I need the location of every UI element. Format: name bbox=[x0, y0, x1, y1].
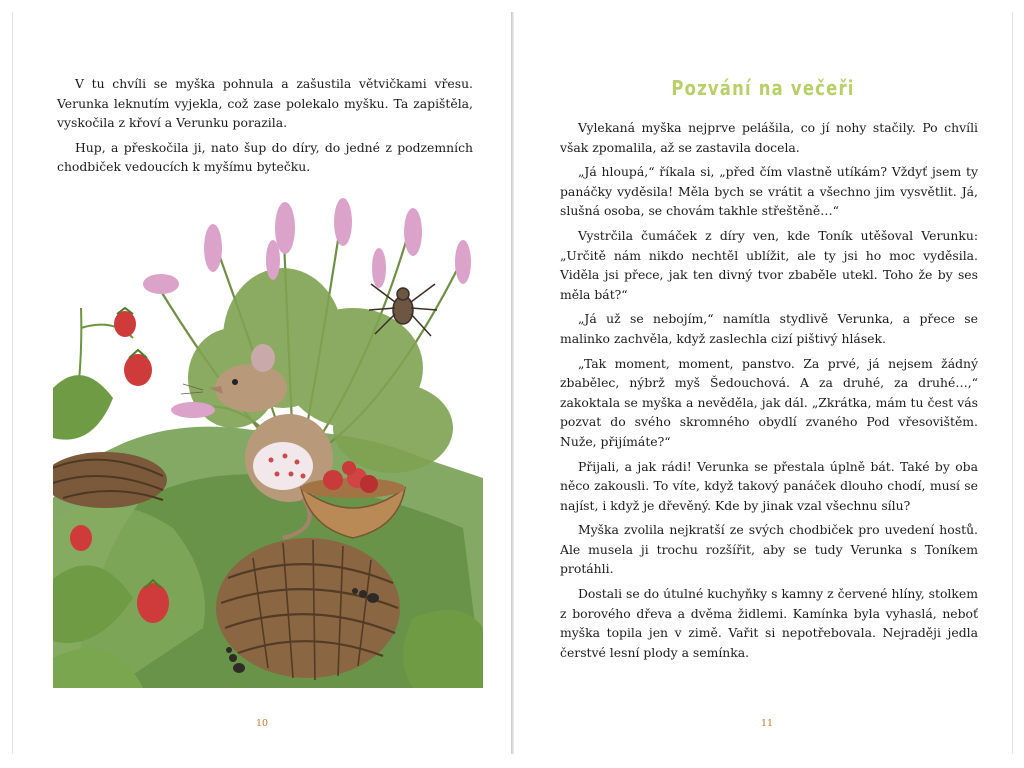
mouse-heather-illustration bbox=[53, 198, 483, 688]
right-page-text bbox=[560, 118, 978, 667]
paragraph: Hup, a přeskočila ji, nato šup do díry, do jedné z podzemních chodbiček vedoucích k myšímu bytečku. bbox=[57, 139, 473, 175]
paragraph: V tu chvíli se myška pohnula a zašustila větvičkami vřesu. Verunka leknutím vyjekla, což zase polekalo myšku. Ta zapištěla, vyskočila z křoví a Verunku porazila. bbox=[57, 76, 473, 131]
paragraph: Přijali, a jak rádi! Verunka se přestala úplně bát. Také by oba něco zakousli. To víte, když takový panáček dlouho chodí, musí se najíst, i když je dřevěný. Kde by jinak vzal všechnu sílu? bbox=[560, 458, 978, 513]
paragraph: „Já hloupá,“ říkala si, „před čím vlastně utíkám? Vždyť jsem ty panáčky vyděsila! Měla bych se vrátit a všechno jim vysvětlit. Já, slušná osoba, se chovám takhle střeštěně…“ bbox=[560, 164, 978, 219]
chapter-title: Pozvání na večeři bbox=[671, 76, 855, 100]
page-number-left: 10 bbox=[256, 718, 269, 729]
paragraph: Myška zvolila nejkratší ze svých chodbiček pro uvedení hostů. Ale musela ji trochu rozšířit, aby se tudy Verunka s Toníkem protáhli. bbox=[560, 522, 978, 577]
left-page-text bbox=[57, 74, 473, 182]
paragraph: Dostali se do útulné kuchyňky s kamny z červené hlíny, stolkem z borového dřeva a dvěma židlemi. Kamínka byla vyhaslá, neboť myška topila jen v zimě. Vařit si nepotřebovala. Nejraději jedla čerstvé lesní plody a semínka. bbox=[560, 586, 978, 660]
paragraph: Vystrčila čumáček z díry ven, kde Toník utěšoval Verunku: „Určitě nám nikdo nechtěl ublížit, ale ty jsi ho moc vyděsila. Viděla jsi přece, jak ten divný tvor zbaběle utekl. Toho že by ses měla bát?“ bbox=[560, 227, 978, 302]
paragraph: „Tak moment, moment, panstvo. Za prvé, já nejsem žádný zbabělec, nýbrž myš Šedouchová. A za druhé, za druhé…,“ zakoktala se myška a nevěděla, jak dál. „Zkrátka, mám tu čest vás pozvat do svého skromného obydlí zvaného Pod vřesovištěm. Nuže, přijímáte?“ bbox=[560, 355, 978, 449]
right-page bbox=[514, 12, 1013, 754]
paragraph: „Já už se nebojím,“ namítla stydlivě Verunka, a přece se malinko zachvěla, když zaslechla cizí pištivý hlásek. bbox=[560, 311, 978, 346]
left-page bbox=[12, 12, 513, 754]
page-number-right: 11 bbox=[761, 718, 774, 729]
paragraph: Vylekaná myška nejprve pelášila, co jí nohy stačily. Po chvíli však zpomalila, až se zastavila docela. bbox=[560, 120, 978, 155]
leaf-right bbox=[403, 610, 483, 688]
